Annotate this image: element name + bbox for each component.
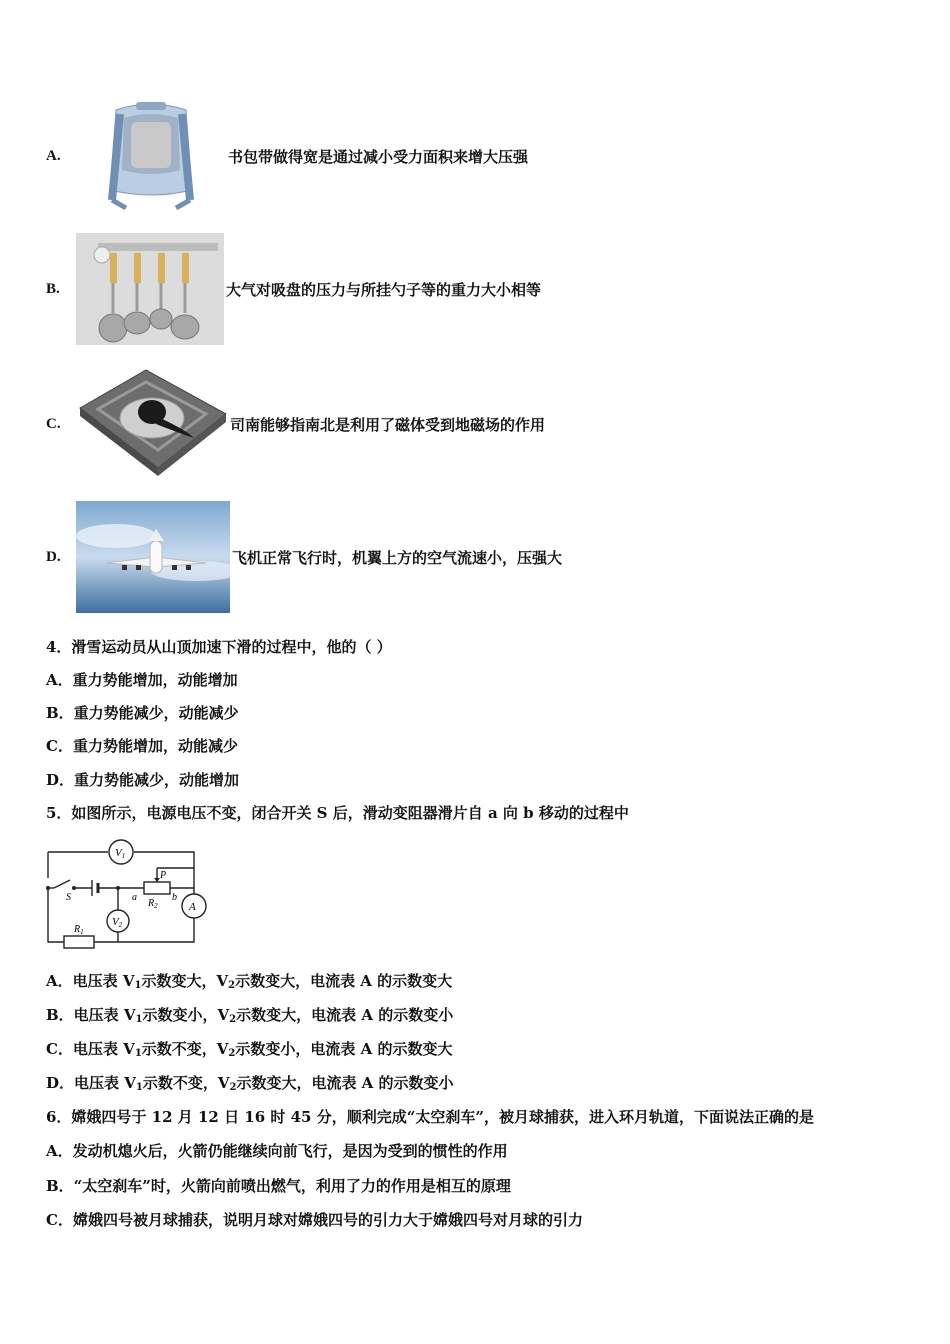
slider-p-label: P: [160, 870, 167, 881]
question-6-option: C．嫦娥四号被月球捕获，说明月球对嫦娥四号的引力大于嫦娥四号对月球的引力: [46, 1211, 583, 1229]
point-a-label: a: [132, 892, 137, 903]
question-4-option: B．重力势能减少，动能减少: [46, 704, 239, 722]
r2-label: $R_2$: [148, 898, 158, 910]
question-5-stem: 5．如图所示，电源电压不变，闭合开关 S 后，滑动变阻器滑片自 a 向 b 移动的过程中: [46, 804, 629, 822]
ammeter-label: A: [189, 901, 196, 913]
option-letter: B.: [46, 280, 60, 297]
option-text: 书包带做得宽是通过减小受力面积来增大压强: [228, 147, 529, 166]
question-4-stem: 4．滑雪运动员从山顶加速下滑的过程中，他的（ ）: [46, 638, 392, 656]
option-text: 司南能够指南北是利用了磁体受到地磁场的作用: [230, 415, 546, 434]
airplane-image: [76, 501, 230, 613]
hanging-spoons-image: [76, 233, 224, 345]
question-5-option: D．电压表 $V_1$示数不变，$V_2$示数变大，电流表 A 的示数变小: [46, 1074, 454, 1093]
circuit-diagram: [44, 838, 214, 950]
point-b-label: b: [172, 892, 177, 903]
question-4-option: D．重力势能减少，动能增加: [46, 771, 240, 789]
option-letter: C.: [46, 415, 61, 432]
sinan-compass-image: [76, 368, 228, 480]
question-6-option: B．“太空刹车”时，火箭向前喷出燃气，利用了力的作用是相互的原理: [46, 1177, 511, 1195]
question-5-option: C．电压表 $V_1$示数不变，$V_2$示数变小，电流表 A 的示数变大: [46, 1040, 453, 1059]
option-letter: D.: [46, 548, 61, 565]
switch-label: S: [66, 892, 71, 903]
option-letter: A.: [46, 147, 61, 164]
option-row-b: [46, 233, 541, 345]
question-4-option: C．重力势能增加，动能减少: [46, 737, 238, 755]
question-5-option: B．电压表 $V_1$示数变小，$V_2$示数变大，电流表 A 的示数变小: [46, 1006, 454, 1025]
backpack-image: [76, 100, 226, 212]
v1-label: V1: [115, 847, 126, 860]
v2-label: V2: [112, 916, 123, 929]
r1-label: $R_1$: [74, 924, 84, 936]
option-row-c: [46, 368, 545, 480]
question-4-option: A．重力势能增加，动能增加: [46, 671, 238, 689]
option-text: 飞机正常飞行时，机翼上方的空气流速小，压强大: [232, 548, 563, 567]
question-5-option: A．电压表 $V_1$示数变大，$V_2$示数变大，电流表 A 的示数变大: [46, 972, 453, 991]
question-6-stem: 6．嫦娥四号于 12 月 12 日 16 时 45 分，顺利完成“太空刹车”，被月球捕获，进入环月轨道，下面说法正确的是: [46, 1108, 814, 1126]
question-6-option: A．发动机熄火后，火箭仍能继续向前飞行，是因为受到的惯性的作用: [46, 1142, 508, 1160]
option-text: 大气对吸盘的压力与所挂勺子等的重力大小相等: [226, 280, 542, 299]
option-row-d: [46, 501, 562, 613]
option-row-a: [46, 100, 528, 212]
